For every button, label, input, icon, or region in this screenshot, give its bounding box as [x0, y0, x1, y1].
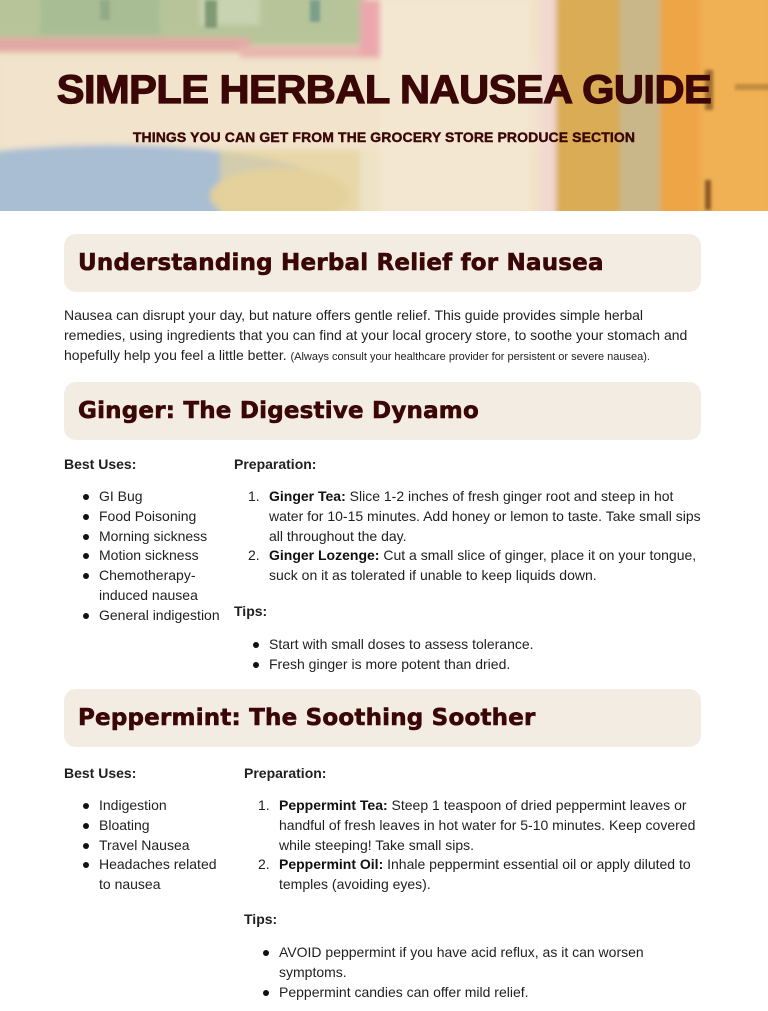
peppermint-preparation-list	[244, 796, 706, 895]
peppermint-best-uses-label: Best Uses:	[64, 765, 137, 781]
peppermint-preparation-label: Preparation:	[244, 765, 327, 781]
tip-item: Peppermint candies can offer mild relief.	[244, 983, 664, 1003]
peppermint-section-heading-box	[64, 689, 701, 747]
ginger-preparation-list	[234, 487, 709, 586]
peppermint-best-uses-list	[64, 796, 244, 895]
list-item: Morning sickness	[64, 527, 239, 547]
step-text: Inhale peppermint essential oil or apply diluted to temples (avoiding eyes).	[279, 856, 691, 893]
step-text: Cut a small slice of ginger, place it on your tongue, suck on it as tolerated if unable to keep liquids down.	[269, 547, 697, 584]
step-title: Peppermint Tea:	[279, 797, 388, 813]
list-item: General indigestion	[64, 606, 239, 626]
intro-body-text: Nausea can disrupt your day, but nature offers gentle relief. This guide provides simple herbal remedies, using ingredients that you can find at your local grocery store, to soothe your stomach and hopefully help you feel a little better.	[64, 307, 688, 363]
list-item: Travel Nausea	[64, 836, 244, 856]
intro-section-heading: Understanding Herbal Relief for Nausea	[78, 250, 604, 276]
list-item: GI Bug	[64, 487, 239, 507]
step-text: Slice 1-2 inches of fresh ginger root and steep in hot water for 10-15 minutes. Add honey or lemon to taste. Take small sips all throughout the day.	[269, 488, 701, 544]
intro-paragraph	[64, 305, 704, 367]
step-text: Steep 1 teaspoon of dried peppermint leaves or handful of fresh leaves in hot water for 5-10 minutes. Keep covered while steeping! Take small sips.	[279, 797, 696, 853]
ginger-preparation-label: Preparation:	[234, 456, 317, 472]
list-item-text: Headaches related to nausea	[99, 856, 217, 893]
ginger-best-uses-label: Best Uses:	[64, 456, 137, 472]
peppermint-tips-label: Tips:	[244, 911, 278, 927]
step-number: 1.	[258, 797, 270, 813]
preparation-step	[244, 796, 706, 855]
list-item: Motion sickness	[64, 546, 239, 566]
step-title: Peppermint Oil:	[279, 856, 384, 873]
page-subtitle: THINGS YOU CAN GET FROM THE GROCERY STORE PRODUCE SECTION	[132, 129, 636, 145]
list-item-text: Chemotherapy-induced nausea	[99, 567, 198, 603]
list-item: Bloating	[64, 816, 244, 836]
ginger-tips-list	[234, 635, 704, 675]
preparation-step	[244, 855, 706, 895]
step-number: 2.	[258, 856, 270, 873]
ginger-tips-label: Tips:	[234, 603, 268, 619]
peppermint-section-heading: Peppermint: The Soothing Soother	[78, 705, 536, 731]
list-item	[64, 855, 244, 895]
preparation-step	[234, 546, 709, 586]
step-title: Ginger Lozenge:	[269, 547, 380, 564]
ginger-best-uses-list	[64, 487, 239, 626]
ginger-section-heading-box	[64, 382, 701, 440]
list-item: Indigestion	[64, 796, 244, 816]
tip-item: Fresh ginger is more potent than dried.	[234, 655, 704, 675]
step-title: Ginger Tea:	[269, 488, 346, 504]
intro-disclaimer: (Always consult your healthcare provider for persistent or severe nausea).	[290, 351, 650, 363]
ginger-section-heading: Ginger: The Digestive Dynamo	[78, 398, 479, 424]
preparation-step	[234, 487, 709, 546]
step-number: 1.	[248, 488, 260, 504]
header-banner	[0, 0, 768, 211]
tip-item: AVOID peppermint if you have acid reflux, as it can worsen symptoms.	[244, 943, 664, 983]
intro-section-heading-box	[64, 234, 701, 292]
list-item	[64, 566, 239, 606]
list-item: Food Poisoning	[64, 507, 239, 527]
step-number: 2.	[248, 547, 260, 564]
tip-item: Start with small doses to assess tolerance.	[234, 635, 704, 655]
page-title: SIMPLE HERBAL NAUSEA GUIDE	[56, 68, 712, 112]
peppermint-tips-list	[244, 943, 664, 1002]
